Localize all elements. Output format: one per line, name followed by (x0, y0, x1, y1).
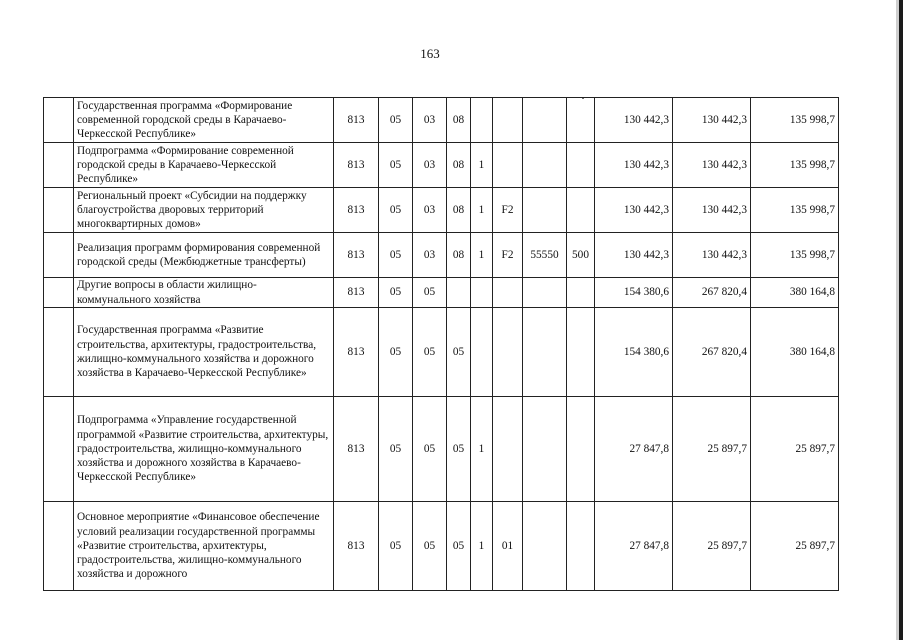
row-blank-cell (44, 143, 74, 188)
row-blank-cell (44, 233, 74, 278)
event-code-cell: F2 (493, 188, 523, 233)
table-body (44, 98, 839, 591)
program-code-cell: 08 (447, 98, 471, 143)
row-blank-cell (44, 98, 74, 143)
section-code-cell: 05 (379, 188, 413, 233)
program-code-cell (447, 278, 471, 308)
subprogram-code-cell (471, 308, 493, 397)
event-code-cell (493, 143, 523, 188)
amount-year-3-cell: 135 998,7 (751, 233, 839, 278)
row-blank-cell (44, 278, 74, 308)
event-code-cell (493, 98, 523, 143)
section-code-cell: 05 (379, 308, 413, 397)
direction-code-cell (523, 308, 567, 397)
amount-year-1-cell: 154 380,6 (595, 308, 673, 397)
amount-year-3-cell: 135 998,7 (751, 188, 839, 233)
amount-year-3-cell: 135 998,7 (751, 98, 839, 143)
table-row (44, 278, 839, 308)
subsection-code-cell: 03 (413, 233, 447, 278)
amount-year-3-cell: 380 164,8 (751, 308, 839, 397)
table-row (44, 502, 839, 591)
table-row (44, 233, 839, 278)
section-code-cell: 05 (379, 143, 413, 188)
expense-type-code-cell (567, 143, 595, 188)
subprogram-code-cell (471, 98, 493, 143)
amount-year-2-cell: 267 820,4 (673, 278, 751, 308)
subsection-code-cell: 05 (413, 397, 447, 502)
event-code-cell (493, 308, 523, 397)
table-row (44, 397, 839, 502)
row-blank-cell (44, 308, 74, 397)
direction-code-cell: 55550 (523, 233, 567, 278)
amount-year-2-cell: 267 820,4 (673, 308, 751, 397)
section-code-cell: 05 (379, 233, 413, 278)
amount-year-1-cell: 130 442,3 (595, 143, 673, 188)
table-row (44, 308, 839, 397)
row-name-cell: Региональный проект «Субсидии на поддержку благоустройства дворовых территорий многоквартирных домов» (74, 188, 334, 233)
subprogram-code-cell: 1 (471, 143, 493, 188)
subsection-code-cell: 03 (413, 188, 447, 233)
direction-code-cell (523, 188, 567, 233)
amount-year-2-cell: 130 442,3 (673, 143, 751, 188)
amount-year-2-cell: 25 897,7 (673, 502, 751, 591)
expense-type-code-cell (567, 278, 595, 308)
direction-code-cell (523, 143, 567, 188)
grbs-code-cell: 813 (334, 502, 379, 591)
row-name-cell: Реализация программ формирования современной городской среды (Межбюджетные трансферты) (74, 233, 334, 278)
row-name-cell: Подпрограмма «Управление государственной программой «Развитие строительства, архитектуры, градостроительства, жилищно-коммунального хозяйства и дорожного хозяйства в Карачаево-Черкесской Республике» (74, 397, 334, 502)
subprogram-code-cell: 1 (471, 397, 493, 502)
subsection-code-cell: 05 (413, 502, 447, 591)
expense-type-code-cell (567, 502, 595, 591)
row-name-cell: Другие вопросы в области жилищно-коммунального хозяйства (74, 278, 334, 308)
section-code-cell: 05 (379, 98, 413, 143)
amount-year-2-cell: 130 442,3 (673, 233, 751, 278)
section-code-cell: 05 (379, 502, 413, 591)
amount-year-3-cell: 380 164,8 (751, 278, 839, 308)
subsection-code-cell: 03 (413, 98, 447, 143)
subsection-code-cell: 03 (413, 143, 447, 188)
grbs-code-cell: 813 (334, 308, 379, 397)
expense-type-code-cell (567, 397, 595, 502)
expense-type-code-cell (567, 188, 595, 233)
event-code-cell (493, 397, 523, 502)
program-code-cell: 05 (447, 502, 471, 591)
table-row (44, 98, 839, 143)
amount-year-1-cell: 154 380,6 (595, 278, 673, 308)
subsection-code-cell: 05 (413, 308, 447, 397)
row-blank-cell (44, 502, 74, 591)
row-name-cell: Государственная программа «Развитие строительства, архитектуры, градостроительства, жилищно-коммунального хозяйства и дорожного хозяйства в Карачаево-Черкесской Республике» (74, 308, 334, 397)
event-code-cell (493, 278, 523, 308)
direction-code-cell (523, 278, 567, 308)
direction-code-cell (523, 98, 567, 143)
table-row (44, 188, 839, 233)
row-blank-cell (44, 397, 74, 502)
program-code-cell: 08 (447, 233, 471, 278)
direction-code-cell (523, 397, 567, 502)
amount-year-2-cell: 25 897,7 (673, 397, 751, 502)
program-code-cell: 05 (447, 397, 471, 502)
grbs-code-cell: 813 (334, 397, 379, 502)
subsection-code-cell: 05 (413, 278, 447, 308)
amount-year-3-cell: 135 998,7 (751, 143, 839, 188)
amount-year-2-cell: 130 442,3 (673, 188, 751, 233)
amount-year-1-cell: 130 442,3 (595, 233, 673, 278)
amount-year-3-cell: 25 897,7 (751, 397, 839, 502)
amount-year-1-cell: 27 847,8 (595, 502, 673, 591)
budget-table (43, 97, 839, 591)
row-blank-cell (44, 188, 74, 233)
section-code-cell: 05 (379, 278, 413, 308)
amount-year-1-cell: 130 442,3 (595, 98, 673, 143)
program-code-cell: 08 (447, 143, 471, 188)
event-code-cell: 01 (493, 502, 523, 591)
grbs-code-cell: 813 (334, 98, 379, 143)
program-code-cell: 08 (447, 188, 471, 233)
subprogram-code-cell (471, 278, 493, 308)
subprogram-code-cell: 1 (471, 233, 493, 278)
amount-year-3-cell: 25 897,7 (751, 502, 839, 591)
section-code-cell: 05 (379, 397, 413, 502)
grbs-code-cell: 813 (334, 278, 379, 308)
row-name-cell: Государственная программа «Формирование современной городской среды в Карачаево-Черкесской Республике» (74, 98, 334, 143)
expense-type-code-cell (567, 98, 595, 143)
page-number: 163 (420, 46, 440, 61)
row-name-cell: Основное мероприятие «Финансовое обеспечение условий реализации государственной программы «Развитие строительства, архитектуры, градостроительства, жилищно-коммунального хозяйства и дорожного (74, 502, 334, 591)
table-row (44, 143, 839, 188)
amount-year-1-cell: 27 847,8 (595, 397, 673, 502)
direction-code-cell (523, 502, 567, 591)
grbs-code-cell: 813 (334, 143, 379, 188)
event-code-cell: F2 (493, 233, 523, 278)
grbs-code-cell: 813 (334, 188, 379, 233)
expense-type-code-cell (567, 308, 595, 397)
amount-year-1-cell: 130 442,3 (595, 188, 673, 233)
program-code-cell: 05 (447, 308, 471, 397)
grbs-code-cell: 813 (334, 233, 379, 278)
scan-edge (899, 0, 903, 640)
subprogram-code-cell: 1 (471, 188, 493, 233)
subprogram-code-cell: 1 (471, 502, 493, 591)
amount-year-2-cell: 130 442,3 (673, 98, 751, 143)
row-name-cell: Подпрограмма «Формирование современной городской среды в Карачаево-Черкесской Республике» (74, 143, 334, 188)
expense-type-code-cell: 500 (567, 233, 595, 278)
